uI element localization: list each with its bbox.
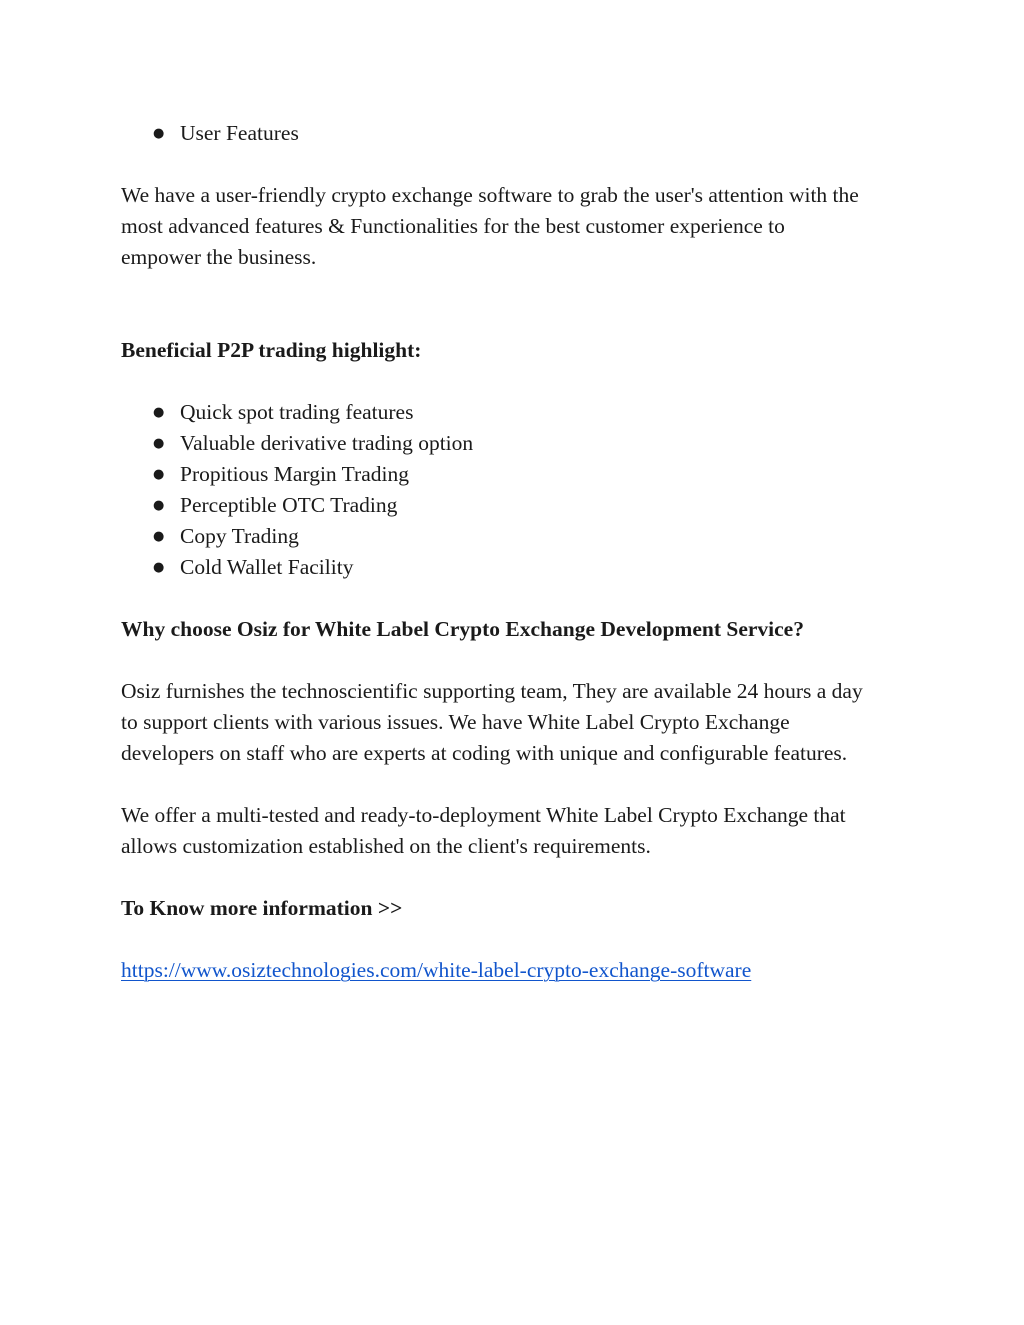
list-item-text: Propitious Margin Trading: [180, 462, 409, 486]
list-item: [121, 118, 901, 149]
why-heading: Why choose Osiz for White Label Crypto Exchange Development Service?: [121, 617, 804, 641]
list-item-text: Copy Trading: [180, 524, 299, 548]
bullet-icon: ●: [153, 405, 165, 420]
bullet-icon: ●: [153, 126, 165, 141]
bullet-icon: ●: [153, 498, 165, 513]
list-item-text: Cold Wallet Facility: [180, 555, 354, 579]
list-item: [121, 552, 901, 583]
intro-paragraph: We have a user-friendly crypto exchange software to grab the user's attention with the most advanced features & Functionalities for the best customer experience to empower the business.: [121, 183, 859, 269]
p2p-heading: Beneficial P2P trading highlight:: [121, 338, 422, 362]
list-item: [121, 521, 901, 552]
why-paragraph-1: Osiz furnishes the technoscientific supporting team, They are available 24 hours a day to support clients with various issues. We have White Label Crypto Exchange developers on staff who are experts at coding with unique and configurable features.: [121, 679, 863, 765]
list-item-text: Valuable derivative trading option: [180, 431, 474, 455]
document-page: [121, 118, 901, 986]
bullet-icon: ●: [153, 529, 165, 544]
why-paragraph-2: We offer a multi-tested and ready-to-deployment White Label Crypto Exchange that allows customization established on the client's requirements.: [121, 803, 846, 858]
list-item: [121, 459, 901, 490]
bullet-icon: ●: [153, 560, 165, 575]
list-item: [121, 428, 901, 459]
list-item-text: User Features: [180, 121, 299, 145]
list-item: [121, 397, 901, 428]
list-item: [121, 490, 901, 521]
list-item-text: Quick spot trading features: [180, 400, 414, 424]
bullet-icon: ●: [153, 467, 165, 482]
bullet-icon: ●: [153, 436, 165, 451]
top-bullet-list: [121, 118, 901, 149]
p2p-feature-list: [121, 397, 901, 583]
website-link[interactable]: https://www.osiztechnologies.com/white-label-crypto-exchange-software: [121, 958, 752, 982]
list-item-text: Perceptible OTC Trading: [180, 493, 398, 517]
link-paragraph: [121, 955, 901, 986]
cta-heading: To Know more information >>: [121, 896, 403, 920]
